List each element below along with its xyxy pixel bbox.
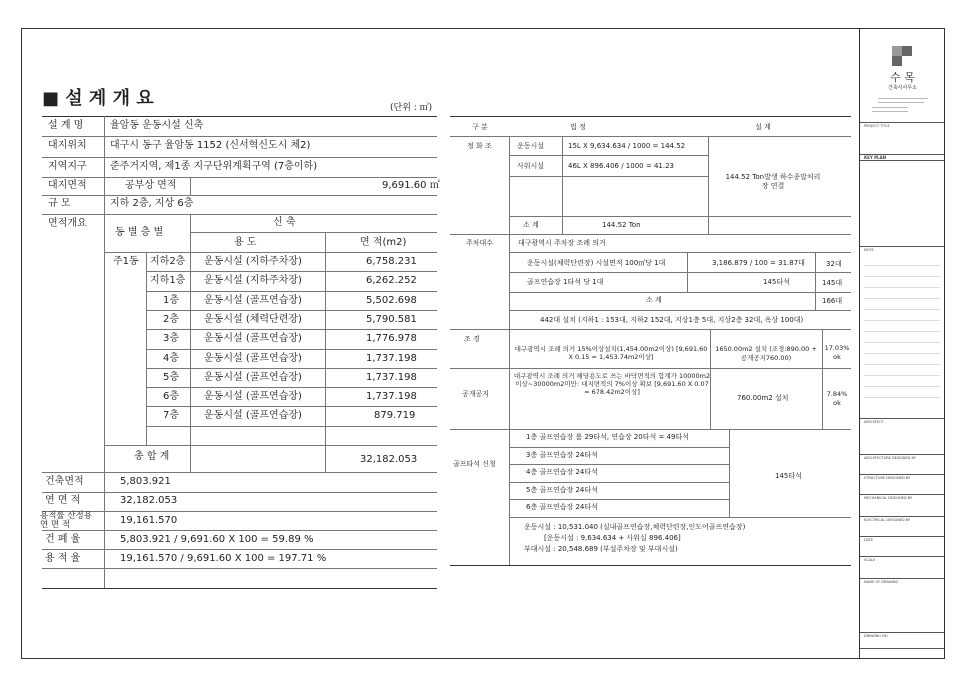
floor-name: 4층 — [163, 352, 180, 364]
floor-name: 3층 — [163, 333, 180, 345]
title-block-field-label: NOTE — [864, 248, 874, 252]
unit-label: (단위 : ㎡) — [390, 103, 433, 113]
label-far: 용 적 율 — [45, 553, 81, 564]
golf-row-text: 6층 골프연습장 24타석 — [526, 503, 598, 512]
parking-row-1-design: 3,186.879 / 100 = 31.87대 — [712, 259, 805, 267]
title-block-field-label: DATE — [864, 538, 874, 542]
building-label: 주1동 — [113, 256, 139, 267]
title-block-field-label: SCALE — [864, 558, 876, 562]
landscape-pct: 17.03% ok — [824, 344, 850, 361]
label-zoning: 지역지구 — [48, 161, 87, 172]
total-label: 총 합 계 — [134, 451, 170, 462]
scale-value: 지하 2층, 지상 6층 — [110, 198, 194, 209]
far: 19,161.570 / 9,691.60 X 100 = 197.71 % — [120, 553, 327, 564]
label-site-area: 대지면적 — [48, 180, 87, 191]
new-build-header: 신 축 — [273, 217, 296, 228]
golf-total: 145타석 — [775, 472, 802, 480]
landscape-design: 1650.00m2 설치 (조경:890.00 + 공개공지760.00) — [715, 345, 817, 362]
col-floor-header: 동 별 층 별 — [115, 227, 164, 238]
title-block — [859, 28, 945, 659]
parking-row-2-count: 145대 — [822, 279, 843, 287]
site-area-value: 9,691.60 ㎡ — [382, 180, 440, 191]
golf-row-text: 5층 골프연습장 24타석 — [526, 485, 598, 494]
h-law: 법 정 — [570, 123, 586, 131]
firm-logo — [892, 46, 912, 66]
total-value: 32,182.053 — [360, 454, 418, 465]
label-gross-area: 연 면 적 — [45, 495, 81, 506]
parking-row-1-law: 운동시설(체력단련장) 시설면적 100㎡당 1대 — [527, 259, 666, 267]
far-area: 19,161.570 — [120, 515, 178, 526]
sewage-total: 144.52 Ton — [602, 221, 641, 229]
floor-area: 1,737.198 — [366, 352, 417, 364]
floor-use: 운동시설 (골프연습장) — [204, 333, 302, 345]
floor-name: 지하1층 — [150, 275, 186, 287]
floor-use: 운동시설 (체력단련장) — [204, 313, 302, 325]
golf-label: 골프타석 신청 — [453, 460, 496, 468]
h-category: 구 분 — [472, 123, 488, 131]
floor-area: 1,737.198 — [366, 371, 417, 383]
sewage-row-2-calc: 46L X 896.406 / 1000 = 41.23 — [568, 162, 674, 170]
sewage-label: 정 화 조 — [467, 142, 492, 150]
floor-use: 운동시설 (골프연습장) — [204, 352, 302, 364]
label-area-overview: 면적개요 — [48, 218, 87, 229]
title-block-field-label: ELECTRICAL DESIGNED BY — [864, 518, 911, 522]
label-scale: 규 모 — [48, 198, 71, 209]
sewage-row-2-name: 사워시설 — [517, 162, 545, 170]
title-block-field-label: MECHANICAL DESIGNED BY — [864, 496, 913, 500]
project-name: 율암동 운동시설 신축 — [110, 120, 204, 131]
title-block-field-label: STRUCTURE DESIGNED BY — [864, 476, 911, 480]
floor-use: 운동시설 (골프연습장) — [204, 391, 302, 403]
parking-row-2-law: 골프연습장 1타석 당 1대 — [527, 278, 604, 286]
title-block-field-label: ARCHITECT — [864, 420, 884, 424]
parking-note: 442대 설치 (지하1 : 153대, 지하2 152대, 지상1층 5대, 지상2층 32대, 옥상 100대) — [540, 316, 804, 324]
title-block-field-label: NAME OF DRAWING — [864, 580, 899, 584]
open-space-pct: 7.84% ok — [826, 390, 848, 407]
note-2: [운동시설 : 9,634.634 + 사워실 896.406] — [544, 534, 681, 542]
firm-subtitle: 건축사사무소 — [888, 85, 917, 91]
golf-row-text: 4층 골프연습장 24타석 — [526, 468, 598, 477]
title-block-field-label: PROJECT TITLE — [864, 124, 890, 128]
sewage-row-1-calc: 15L X 9,634.634 / 1000 = 144.52 — [568, 142, 686, 150]
open-space-design: 760.00m2 설치 — [737, 394, 789, 402]
firm-name: 수 목 — [890, 71, 915, 84]
parking-sub: 166대 — [822, 297, 843, 305]
h-design: 설 계 — [755, 123, 771, 131]
landscape-label: 조 경 — [464, 335, 480, 343]
note-3: 부대시설 : 20,548.689 (부설주차장 및 부대시설) — [524, 545, 678, 553]
label-far-area: 용적률 산정용 연 면 적 — [40, 511, 92, 530]
floor-name: 지하2층 — [150, 256, 186, 267]
label-coverage: 건 폐 율 — [45, 534, 81, 545]
site-location: 대구시 동구 율암동 1152 (신서혁신도시 체2) — [110, 140, 311, 151]
floor-use: 운동시설 (지하주차장) — [204, 256, 302, 267]
coverage: 5,803.921 / 9,691.60 X 100 = 59.89 % — [120, 534, 314, 545]
building-area: 5,803.921 — [120, 476, 171, 487]
floor-area: 6,758.231 — [366, 256, 417, 267]
floor-area: 5,790.581 — [366, 313, 417, 325]
site-area-sublabel: 공부상 면적 — [125, 180, 177, 191]
label-site-location: 대지위치 — [48, 140, 87, 151]
title-block-field-label: ARCHITECTURE DESIGNED BY — [864, 456, 916, 460]
golf-row-text: 1층 골프연습장 룸 29타석, 연습장 20타석 = 49타석 — [526, 433, 690, 441]
floor-name: 2층 — [163, 313, 180, 325]
sewage-row-1-name: 운동시설 — [517, 142, 545, 150]
floor-use: 운동시설 (골프연습장) — [204, 294, 302, 306]
floor-use: 운동시설 (지하주차장) — [204, 275, 302, 287]
floor-use: 운동시설 (골프연습장) — [204, 371, 302, 383]
zoning: 준주거지역, 제1종 지구단위계획구역 (7층이하) — [110, 161, 318, 172]
floor-area: 1,776.978 — [366, 333, 417, 345]
parking-law: 대구광역시 주차장 조례 의거 — [518, 239, 606, 247]
label-building-area: 건축면적 — [45, 476, 84, 487]
note-1: 운동시설 : 10,531.040 (실내골프연습장,체력단련장,인도어골프연습장) — [524, 523, 746, 531]
label-project-name: 설 계 명 — [48, 120, 84, 131]
open-space-law: 대구광역시 조례 의거 해당용도로 쓰는 바닥면적의 합계가 10000m2이상~30000m2미만: 대지면적의 7%이상 확보 [9,691.60 X 0.07 = 678.42m2이상] — [513, 372, 711, 396]
section-title: ■ 설 계 개 요 — [42, 88, 154, 109]
floor-use: 운동시설 (골프연습장) — [204, 410, 302, 422]
sewage-design: 144.52 Ton발생 하수종말처리장 연결 — [725, 173, 821, 190]
col-use-header: 용 도 — [234, 237, 257, 248]
parking-label: 주차대수 — [466, 239, 494, 247]
golf-row-text: 3층 골프연습장 24타석 — [526, 450, 598, 459]
open-space-label: 공개공지 — [462, 390, 490, 398]
floor-name: 5층 — [163, 371, 180, 383]
title-block-field-label: DRAWING NO. — [864, 634, 889, 638]
gross-area: 32,182.053 — [120, 495, 178, 506]
firm-address-block — [868, 96, 938, 116]
floor-area: 1,737.198 — [366, 391, 417, 403]
floor-area: 5,502.698 — [366, 294, 417, 306]
floor-name: 7층 — [163, 410, 180, 422]
title-block-field-label: KEY PLAN — [864, 155, 887, 160]
floor-name: 1층 — [163, 294, 180, 306]
parking-sub-label: 소 계 — [646, 296, 662, 304]
floor-area: 879.719 — [374, 410, 416, 422]
col-area-header: 면 적(m2) — [360, 237, 407, 248]
floor-area: 6,262.252 — [366, 275, 417, 287]
sewage-total-label: 소 계 — [523, 221, 539, 229]
floor-name: 6층 — [163, 391, 180, 403]
parking-row-1-count: 32대 — [826, 260, 842, 268]
parking-row-2-design: 145타석 — [763, 278, 790, 286]
landscape-law: 대구광역시 조례 의거 15%이상설치(1,454.00m2이상) [9,691.60 X 0.15 = 1,453.74m2이상] — [514, 345, 708, 361]
